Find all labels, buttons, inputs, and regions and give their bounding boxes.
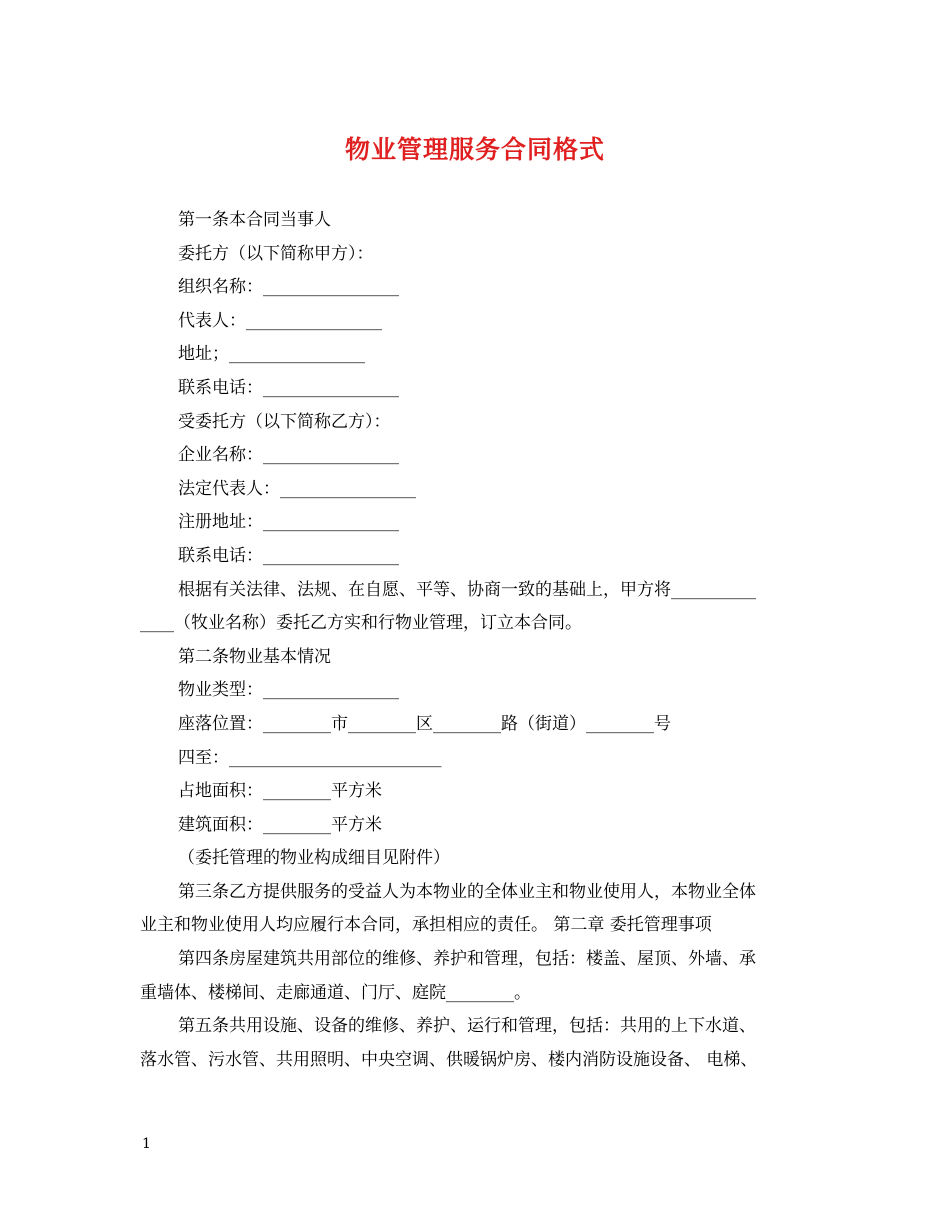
text-line: 联系电话：________________ (178, 377, 399, 398)
text-line: 物业类型：________________ (178, 680, 399, 701)
text-line: 法定代表人：________________ (178, 478, 416, 499)
page-number: 1 (142, 1136, 151, 1152)
document-title: 物业管理服务合同格式 (344, 135, 605, 164)
text-line: 业主和物业使用人均应履行本合同，承担相应的责任。 第二章 委托管理事项 (140, 915, 712, 936)
text-line: 第二条物业基本情况 (178, 646, 331, 667)
document-body (140, 204, 820, 1077)
text-line: ____（牧业名称）委托乙方实和行物业管理，订立本合同。 (140, 613, 582, 634)
text-line: 建筑面积：________平方米 (178, 814, 382, 835)
text-line: 受委托方（以下简称乙方）： (178, 411, 391, 432)
text-line: 座落位置：________市________区________路（街道）________号 (178, 713, 671, 734)
text-line: 第四条房屋建筑共用部位的维修、养护和管理，包括：楼盖、屋顶、外墙、承 (178, 949, 756, 970)
text-line: （委托管理的物业构成细目见附件） (178, 848, 450, 869)
text-line: 第三条乙方提供服务的受益人为本物业的全体业主和物业使用人，本物业全体 (178, 881, 756, 902)
text-line: 重墙体、楼梯间、走廊通道、门厅、庭院________。 (140, 982, 531, 1003)
text-line: 落水管、污水管、共用照明、中央空调、供暖锅炉房、楼内消防设施设备、 电梯、 (140, 1049, 758, 1070)
text-line: 代表人：________________ (178, 310, 382, 331)
text-line: 委托方（以下简称甲方）： (178, 243, 374, 264)
text-line: 联系电话：________________ (178, 545, 399, 566)
text-line: 第五条共用设施、设备的维修、养护、运行和管理，包括：共用的上下水道、 (178, 1016, 756, 1037)
text-line: 四至：_________________________ (178, 747, 442, 768)
text-line: 注册地址：________________ (178, 512, 399, 533)
text-line: 占地面积：________平方米 (178, 781, 382, 802)
text-line: 地址；________________ (178, 344, 365, 365)
text-line: 根据有关法律、法规、在自愿、平等、协商一致的基础上，甲方将__________ (178, 579, 756, 600)
text-line: 组织名称：________________ (178, 277, 399, 298)
text-line: 企业名称：________________ (178, 445, 399, 466)
text-line: 第一条本合同当事人 (178, 210, 331, 230)
